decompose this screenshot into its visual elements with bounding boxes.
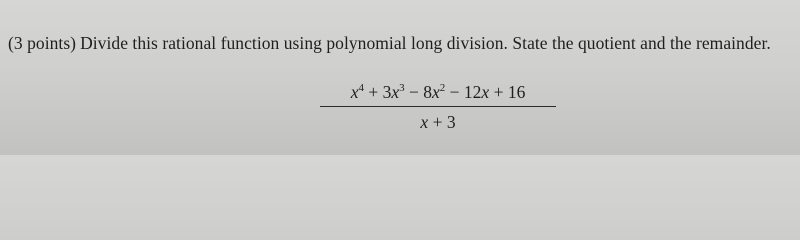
- numerator: $x^4 + 3x^3 - 8x^2 - 12x + 16$: [350, 82, 526, 102]
- problem-statement: [8, 33, 794, 54]
- fraction-bar: [320, 106, 556, 107]
- problem-instructions: Divide this rational function using polynomial long division. State the quotient and the remainder.: [80, 33, 771, 53]
- denominator: x + 3: [420, 112, 456, 133]
- points-label: (3 points): [8, 33, 77, 53]
- rational-function: [320, 80, 556, 133]
